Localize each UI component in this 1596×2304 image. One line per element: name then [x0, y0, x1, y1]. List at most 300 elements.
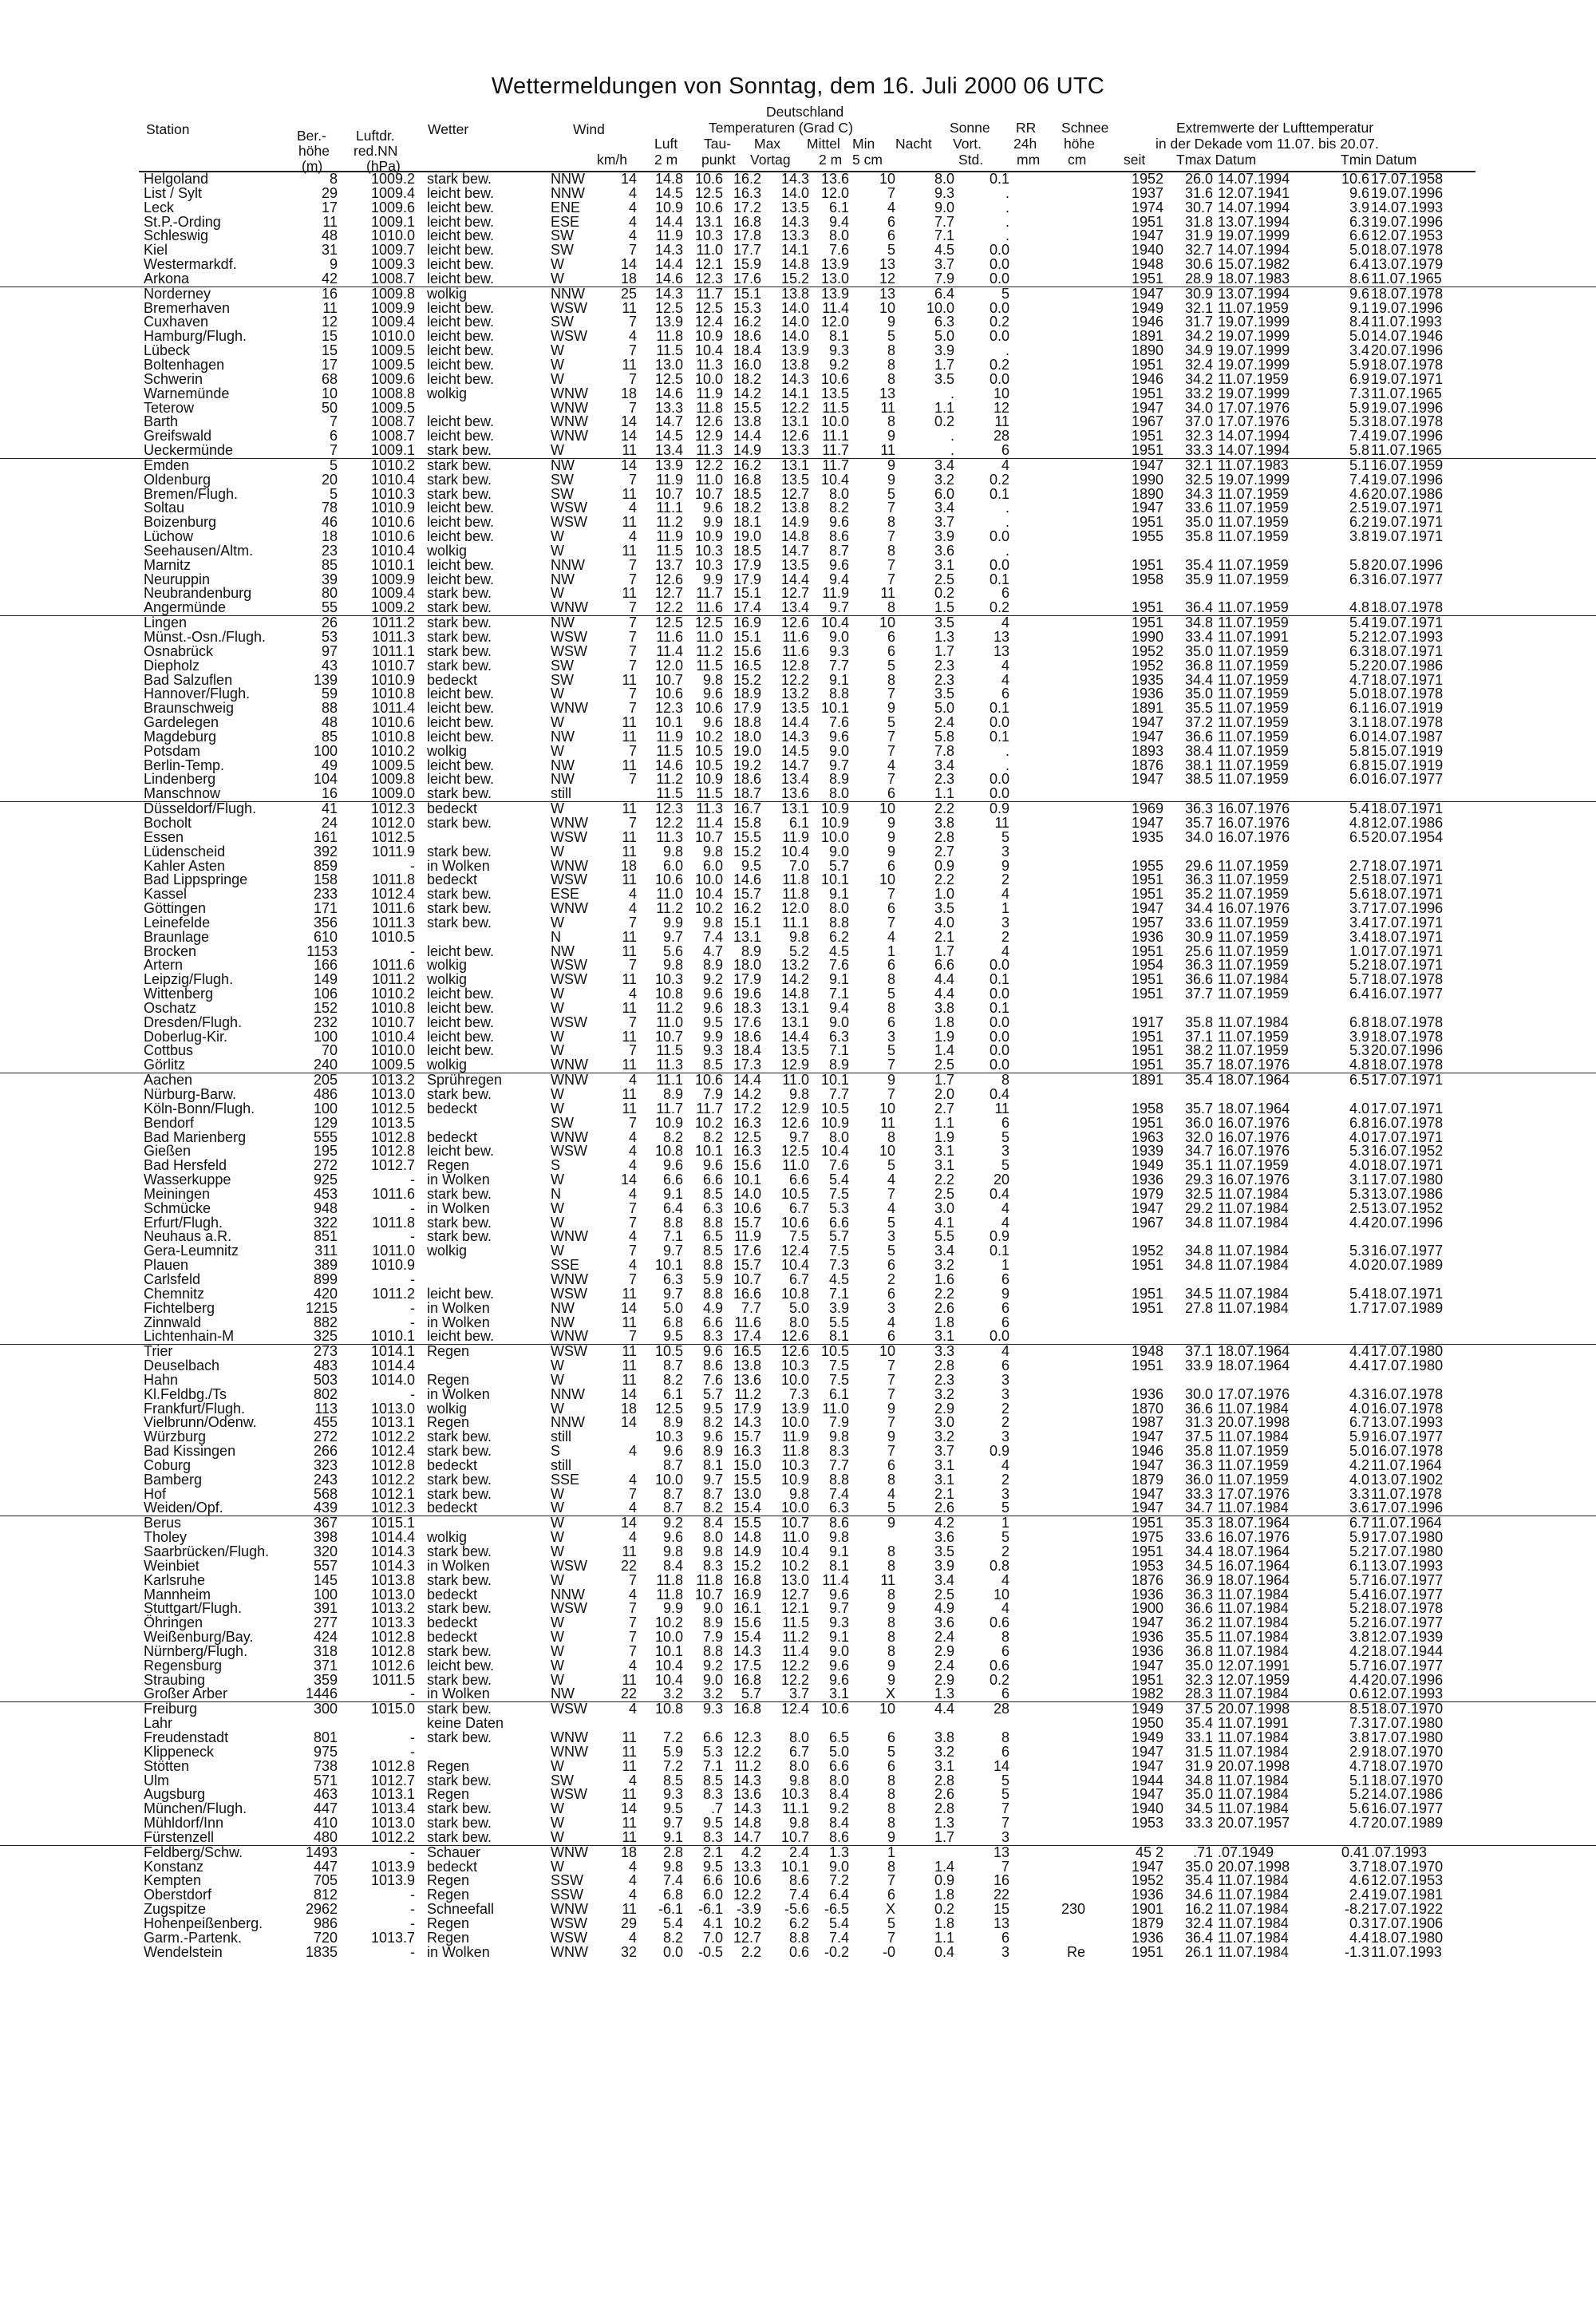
temp-2m: 14.6	[654, 385, 683, 401]
night-min: 4	[887, 1314, 895, 1330]
min-5cm: 9.4	[828, 213, 849, 230]
precipitation-24h: 3	[1001, 1429, 1009, 1445]
record-tmax-date: 20.07.1998	[1218, 1701, 1290, 1717]
dew-point: 7.0	[702, 1929, 723, 1946]
record-tmin: 5.7	[1349, 971, 1369, 988]
pressure: 1012.8	[370, 1143, 415, 1160]
dew-point: 9.5	[702, 1014, 723, 1030]
record-tmax-date: 17.07.1976	[1218, 1385, 1290, 1402]
record-tmin: 4.0	[1349, 1128, 1369, 1145]
wind-speed: 14	[620, 1800, 637, 1817]
temp-2m: 12.3	[654, 700, 683, 717]
temp-2m: 8.7	[662, 1500, 683, 1516]
mean-2m: 14.7	[780, 542, 809, 559]
record-tmin: 6.3	[1349, 642, 1369, 659]
record-since: 1969	[1131, 800, 1163, 817]
header-min-1: Min	[852, 136, 875, 152]
max-prev-day: 18.7	[733, 785, 761, 802]
max-prev-day: 15.2	[733, 1557, 761, 1574]
precipitation-24h: 0.1	[989, 1243, 1009, 1259]
station-name: Augsburg	[144, 1786, 206, 1803]
dew-point: 12.5	[694, 615, 723, 631]
precipitation-24h: 7	[1001, 1815, 1009, 1832]
max-prev-day: 13.6	[733, 1371, 761, 1388]
precipitation-24h: .	[1005, 184, 1009, 201]
max-prev-day: 18.1	[733, 514, 761, 531]
min-5cm: 9.1	[828, 971, 849, 988]
wind-speed: 4	[628, 1128, 637, 1145]
station-name: Frankfurt/Flugh.	[144, 1400, 246, 1417]
weather: leicht bew.	[427, 771, 495, 788]
max-prev-day: 19.6	[733, 986, 761, 1002]
wind-speed: 11	[622, 999, 637, 1016]
wind-speed: 7	[628, 742, 637, 759]
min-5cm: 11.4	[822, 299, 849, 316]
wind-direction: W	[551, 1671, 564, 1688]
record-tmax: 35.7	[1184, 1057, 1213, 1073]
mean-2m: 10.0	[780, 1371, 809, 1388]
record-tmax-date: 11.07.1959	[1218, 886, 1289, 903]
record-tmax-date: 11.07.1984	[1218, 1285, 1289, 1302]
record-since: 1936	[1131, 686, 1163, 702]
weather: leicht bew.	[427, 314, 495, 330]
record-tmin: 5.3	[1349, 413, 1369, 430]
record-tmax: 35.7	[1184, 814, 1213, 831]
record-tmax-date: 12.07.1941	[1218, 184, 1290, 201]
dew-point: 11.5	[696, 785, 723, 802]
station-name: St.P.-Ording	[144, 213, 221, 230]
station-name: Manschnow	[144, 785, 221, 802]
elevation: 398	[313, 1529, 338, 1546]
wind-direction: WSW	[551, 299, 587, 316]
record-tmin-date: 15.07.1919	[1371, 742, 1444, 759]
header-luft-2: 2 m	[654, 152, 678, 168]
record-since: 1949	[1131, 1729, 1163, 1745]
record-tmax: 36.4	[1184, 599, 1213, 616]
station-name: Teterow	[144, 399, 195, 416]
elevation: 1215	[305, 1299, 338, 1316]
record-tmax: 34.5	[1184, 1800, 1213, 1817]
wind-speed: 4	[628, 1443, 637, 1460]
sunshine-hours: 3.8	[934, 999, 954, 1016]
record-tmax-date: 11.07.1984	[1218, 1500, 1289, 1516]
weather: leicht bew.	[427, 714, 495, 731]
max-prev-day: 16.3	[733, 1443, 761, 1460]
record-tmax-date: 11.07.1959	[1218, 599, 1289, 616]
min-5cm: 8.8	[828, 1471, 849, 1488]
pressure: -	[410, 1271, 415, 1287]
night-min: 7	[887, 184, 895, 201]
sunshine-hours: 3.1	[934, 1456, 954, 1473]
sunshine-hours: 2.2	[934, 1172, 954, 1188]
pressure: 1011.3	[372, 629, 415, 645]
precipitation-24h: 5	[1001, 828, 1009, 845]
weather: leicht bew.	[427, 1143, 495, 1160]
sunshine-hours: 9.3	[934, 184, 954, 201]
night-min: 10	[879, 1701, 895, 1717]
mean-2m: 11.9	[782, 828, 809, 845]
wind-direction: W	[551, 1485, 564, 1502]
weather: wolkig	[427, 1057, 468, 1073]
record-tmin: 6.6	[1349, 227, 1369, 244]
max-prev-day: 16.2	[733, 314, 761, 330]
elevation: 812	[313, 1887, 338, 1903]
record-tmax-date: 19.07.1999	[1218, 385, 1290, 401]
mean-2m: 13.1	[780, 413, 809, 430]
temp-2m: 11.4	[656, 642, 683, 659]
weather: stark bew.	[427, 1571, 492, 1588]
mean-2m: 11.9	[782, 1429, 809, 1445]
weather: bedeckt	[427, 1128, 478, 1145]
record-tmin: 4.0	[1349, 1157, 1369, 1174]
record-since: 1974	[1131, 199, 1163, 215]
wind-speed: 11	[622, 800, 637, 817]
record-tmin-date: 17.07.1971	[1371, 914, 1444, 931]
temp-2m: 10.1	[654, 714, 683, 731]
record-tmax-date: 11.07.1984	[1218, 1243, 1289, 1259]
wind-speed: 4	[628, 1143, 637, 1160]
precipitation-24h: 0.1	[989, 971, 1009, 988]
station-name: Hamburg/Flugh.	[144, 328, 247, 345]
wind-speed: 4	[628, 528, 637, 545]
record-tmin-date: 11.07.1993	[1371, 314, 1442, 330]
min-5cm: 6.4	[828, 1887, 849, 1903]
weather: stark bew.	[427, 1228, 492, 1245]
min-5cm: 8.0	[828, 785, 849, 802]
night-min: 12	[879, 270, 895, 287]
station-name: Westermarkdf.	[144, 256, 237, 273]
mean-2m: 8.0	[788, 1729, 809, 1745]
min-5cm: 11.7	[822, 456, 849, 473]
pressure: 1009.5	[370, 757, 415, 773]
wind-speed: 11	[622, 1343, 637, 1360]
wind-direction: WSW	[551, 1343, 587, 1360]
record-tmax-date: 12.07.1959	[1218, 1671, 1290, 1688]
mean-2m: 13.8	[780, 500, 809, 516]
sunshine-hours: 1.1	[934, 1929, 954, 1946]
night-min: 9	[887, 843, 895, 860]
record-tmax: 35.4	[1184, 1872, 1213, 1889]
record-tmin-date: 19.07.1996	[1371, 213, 1444, 230]
dew-point: 8.3	[702, 1828, 723, 1845]
snow-depth: Re	[1066, 1943, 1085, 1960]
sunshine-hours: 3.9	[934, 342, 954, 359]
weather: Schneefall	[427, 1901, 495, 1918]
weather: stark bew.	[427, 1443, 492, 1460]
temp-2m: 7.2	[662, 1757, 683, 1774]
station-name: Weinbiet	[144, 1557, 200, 1574]
sunshine-hours: 5.0	[934, 700, 954, 717]
max-prev-day: 14.2	[733, 1086, 761, 1102]
precipitation-24h: 0.4	[989, 1185, 1009, 1202]
wind-speed: 11	[622, 1743, 637, 1760]
record-tmin: 2.5	[1349, 500, 1369, 516]
record-tmin-date: 16.07.1977	[1371, 1657, 1444, 1674]
min-5cm: 7.5	[828, 1243, 849, 1259]
dew-point: 10.7	[694, 485, 723, 502]
table-row	[0, 928, 1596, 945]
weather: in Wolken	[427, 1385, 490, 1402]
record-tmax: 36.6	[1184, 1600, 1213, 1617]
elevation: 391	[313, 1600, 338, 1617]
record-tmax-date: 15.07.1982	[1218, 256, 1290, 273]
elevation: 24	[321, 814, 338, 831]
min-5cm: 8.6	[828, 528, 849, 545]
record-tmax: 30.6	[1184, 256, 1213, 273]
temp-2m: 10.8	[654, 1143, 683, 1160]
sunshine-hours: 3.7	[934, 514, 954, 531]
max-prev-day: 9.5	[741, 857, 761, 874]
wind-speed: 7	[628, 1328, 637, 1345]
sunshine-hours: 1.9	[934, 1128, 954, 1145]
wind-direction: WNW	[551, 1072, 588, 1089]
station-name: Coburg	[144, 1456, 192, 1473]
record-tmax-date: 16.07.1976	[1218, 1172, 1290, 1188]
mean-2m: 6.7	[788, 1199, 809, 1216]
record-tmax: 35.1	[1184, 1157, 1213, 1174]
station-name: Fichtelberg	[144, 1299, 215, 1316]
pressure: 1010.9	[370, 500, 415, 516]
record-since: 1952	[1131, 171, 1163, 187]
record-since: 1951	[1131, 1515, 1163, 1531]
snow-depth: 230	[1061, 1901, 1085, 1918]
dew-point: 12.5	[694, 184, 723, 201]
record-tmin: 4.0	[1349, 1471, 1369, 1488]
wind-direction: ENE	[551, 199, 581, 215]
record-since: 45 2	[1135, 1844, 1163, 1860]
dew-point: .7	[710, 1800, 723, 1817]
pressure: 1012.8	[370, 1629, 415, 1646]
record-tmax: 37.5	[1184, 1701, 1213, 1717]
elevation: 161	[313, 828, 338, 845]
station-name: Leinefelde	[144, 914, 211, 931]
header-kmh: km/h	[597, 152, 627, 168]
record-tmax-date: 14.07.1994	[1218, 428, 1290, 445]
record-tmax: 32.5	[1184, 1185, 1213, 1202]
min-5cm: 7.6	[828, 957, 849, 974]
wind-speed: 18	[620, 1400, 637, 1417]
mean-2m: 13.8	[780, 356, 809, 373]
record-tmin-date: 18.07.1970	[1371, 1757, 1444, 1774]
station-name: Lüchow	[144, 528, 194, 545]
mean-2m: -5.6	[784, 1901, 809, 1918]
table-row	[0, 184, 1596, 201]
precipitation-24h: 0.9	[989, 800, 1009, 817]
elevation: 1835	[305, 1943, 338, 1960]
dew-point: 8.5	[702, 1243, 723, 1259]
table-row	[0, 272, 1596, 287]
dew-point: 8.5	[702, 1185, 723, 1202]
record-tmax-date: 11.07.1959	[1218, 528, 1289, 545]
weather: leicht bew.	[427, 757, 495, 773]
record-tmin: 4.4	[1349, 1671, 1369, 1688]
temp-2m: 10.4	[654, 1671, 683, 1688]
max-prev-day: 16.2	[733, 456, 761, 473]
wind-direction: still	[551, 785, 571, 802]
record-tmax: 36.6	[1184, 971, 1213, 988]
record-since: 1951	[1131, 599, 1163, 616]
night-min: 8	[887, 599, 895, 616]
pressure: -	[410, 1228, 415, 1245]
elevation: 23	[321, 542, 338, 559]
night-min: 6	[887, 1456, 895, 1473]
max-prev-day: 10.1	[733, 1172, 761, 1188]
sunshine-hours: 1.3	[934, 629, 954, 645]
header-schnee-2: höhe	[1064, 136, 1095, 152]
wind-direction: SW	[551, 471, 574, 488]
pressure: 1010.9	[370, 1257, 415, 1274]
wind-direction: SSW	[551, 1887, 584, 1903]
header-sonne-2: Vort.	[953, 136, 982, 152]
station-name: Vielbrunn/Odenw.	[144, 1414, 257, 1431]
mean-2m: 6.2	[788, 1915, 809, 1931]
record-tmax-date: 20.07.1998	[1218, 1757, 1290, 1774]
night-min: 7	[887, 1385, 895, 1402]
dew-point: 10.6	[694, 171, 723, 187]
wind-speed: 11	[622, 928, 637, 945]
pressure: 1010.6	[370, 714, 415, 731]
station-name: Berlin-Temp.	[144, 757, 225, 773]
precipitation-24h: 6	[1001, 1743, 1009, 1760]
night-min: 7	[887, 914, 895, 931]
elevation: 97	[321, 642, 338, 659]
sunshine-hours: 7.9	[934, 270, 954, 287]
page-title: Wettermeldungen von Sonntag, dem 16. Juli 2000 06 UTC	[491, 73, 1105, 99]
record-tmax-date: 11.07.1959	[1218, 857, 1289, 874]
mean-2m: 11.6	[782, 629, 809, 645]
record-since: 1944	[1131, 1772, 1163, 1788]
temp-2m: 10.8	[654, 1701, 683, 1717]
mean-2m: 6.7	[788, 1271, 809, 1287]
max-prev-day: 18.6	[733, 771, 761, 788]
night-min: 5	[887, 986, 895, 1002]
record-since: 1951	[1131, 270, 1163, 287]
record-tmax: 33.1	[1184, 1729, 1213, 1745]
mean-2m: 13.1	[780, 800, 809, 817]
precipitation-24h: 4	[1001, 1600, 1009, 1617]
wind-direction: WNW	[551, 1901, 588, 1918]
station-name: Zugspitze	[144, 1901, 207, 1918]
night-min: 8	[887, 1629, 895, 1646]
record-tmax-date: 11.07.1959	[1218, 986, 1289, 1002]
min-5cm: 6.3	[828, 1028, 849, 1045]
max-prev-day: 11.6	[734, 1314, 761, 1330]
sunshine-hours: 3.4	[934, 757, 954, 773]
record-tmax: 34.8	[1184, 1257, 1213, 1274]
record-tmin-date: 16.07.1977	[1371, 1243, 1444, 1259]
record-since: 1948	[1131, 256, 1163, 273]
dew-point: 12.5	[694, 299, 723, 316]
weather: in Wolken	[427, 1557, 490, 1574]
precipitation-24h: 3	[1001, 914, 1009, 931]
pressure: -	[410, 1901, 415, 1918]
wind-speed: 18	[620, 857, 637, 874]
station-name: Hannover/Flugh.	[144, 686, 251, 702]
max-prev-day: 15.6	[733, 1614, 761, 1631]
record-tmax-date: 16.07.1976	[1218, 828, 1290, 845]
min-5cm: 9.6	[828, 556, 849, 573]
precipitation-24h: 13	[993, 1844, 1009, 1860]
weather: stark bew.	[427, 785, 492, 802]
mean-2m: 12.7	[780, 585, 809, 602]
sunshine-hours: 4.9	[934, 1600, 954, 1617]
sunshine-hours: 1.9	[934, 1028, 954, 1045]
night-min: 7	[887, 742, 895, 759]
mean-2m: 13.4	[780, 771, 809, 788]
max-prev-day: 15.5	[733, 1471, 761, 1488]
weather: in Wolken	[427, 1299, 490, 1316]
pressure: 1012.7	[370, 1157, 415, 1174]
precipitation-24h: 3	[1001, 1371, 1009, 1388]
wind-direction: still	[551, 1429, 571, 1445]
record-since: 1939	[1131, 1143, 1163, 1160]
record-tmin: 6.5	[1349, 828, 1369, 845]
record-since: 1951	[1131, 615, 1163, 631]
wind-speed: 4	[628, 328, 637, 345]
precipitation-24h: 6	[1001, 585, 1009, 602]
temp-2m: 11.5	[656, 785, 683, 802]
dew-point: 10.0	[694, 370, 723, 387]
record-since: 1951	[1131, 1114, 1163, 1131]
temp-2m: 12.3	[654, 800, 683, 817]
precipitation-24h: 0.0	[989, 785, 1009, 802]
mean-2m: 7.5	[788, 1228, 809, 1245]
night-min: 9	[887, 456, 895, 473]
record-since: 1947	[1131, 1757, 1163, 1774]
record-tmax: 37.5	[1184, 1429, 1213, 1445]
weather: in Wolken	[427, 1314, 490, 1330]
max-prev-day: 16.8	[733, 1671, 761, 1688]
record-tmax: 36.0	[1184, 1471, 1213, 1488]
night-min: 6	[887, 1757, 895, 1774]
record-tmin: 5.4	[1349, 800, 1369, 817]
record-tmin: 4.4	[1349, 1343, 1369, 1360]
max-prev-day: 15.6	[733, 1157, 761, 1174]
pressure: 1013.4	[370, 1800, 415, 1817]
record-since: 1947	[1131, 900, 1163, 917]
night-min: 10	[879, 1343, 895, 1360]
max-prev-day: 18.2	[733, 500, 761, 516]
dew-point: 8.7	[702, 1485, 723, 1502]
wind-speed: 7	[628, 686, 637, 702]
night-min: 9	[887, 1072, 895, 1089]
wind-speed: 7	[628, 1114, 637, 1131]
record-tmin: 5.0	[1349, 1443, 1369, 1460]
min-5cm: 8.9	[828, 771, 849, 788]
weather: wolkig	[427, 285, 468, 302]
pressure: 1009.3	[370, 256, 415, 273]
pressure: 1010.9	[370, 671, 415, 688]
record-tmin-date: 18.07.1971	[1371, 886, 1444, 903]
pressure: 1013.9	[370, 1872, 415, 1889]
record-tmax-date: 11.07.1984	[1218, 1600, 1289, 1617]
wind-direction: WSW	[551, 1600, 587, 1617]
record-tmax-date: 11.07.1959	[1218, 1042, 1289, 1059]
wind-direction: WSW	[551, 328, 587, 345]
wind-direction: NNW	[551, 1385, 585, 1402]
record-tmax-date: 11.07.1959	[1218, 1157, 1289, 1174]
pressure: 1013.2	[370, 1072, 415, 1089]
record-tmin: 6.7	[1349, 1414, 1369, 1431]
record-tmin-date: 12.07.1986	[1371, 814, 1444, 831]
min-5cm: 9.0	[828, 1858, 849, 1875]
record-since: 1951	[1131, 1358, 1163, 1374]
max-prev-day: 18.5	[733, 485, 761, 502]
mean-2m: 8.0	[788, 1314, 809, 1330]
dew-point: 8.2	[702, 1500, 723, 1516]
record-tmin: 5.0	[1349, 686, 1369, 702]
pressure: 1010.0	[370, 227, 415, 244]
